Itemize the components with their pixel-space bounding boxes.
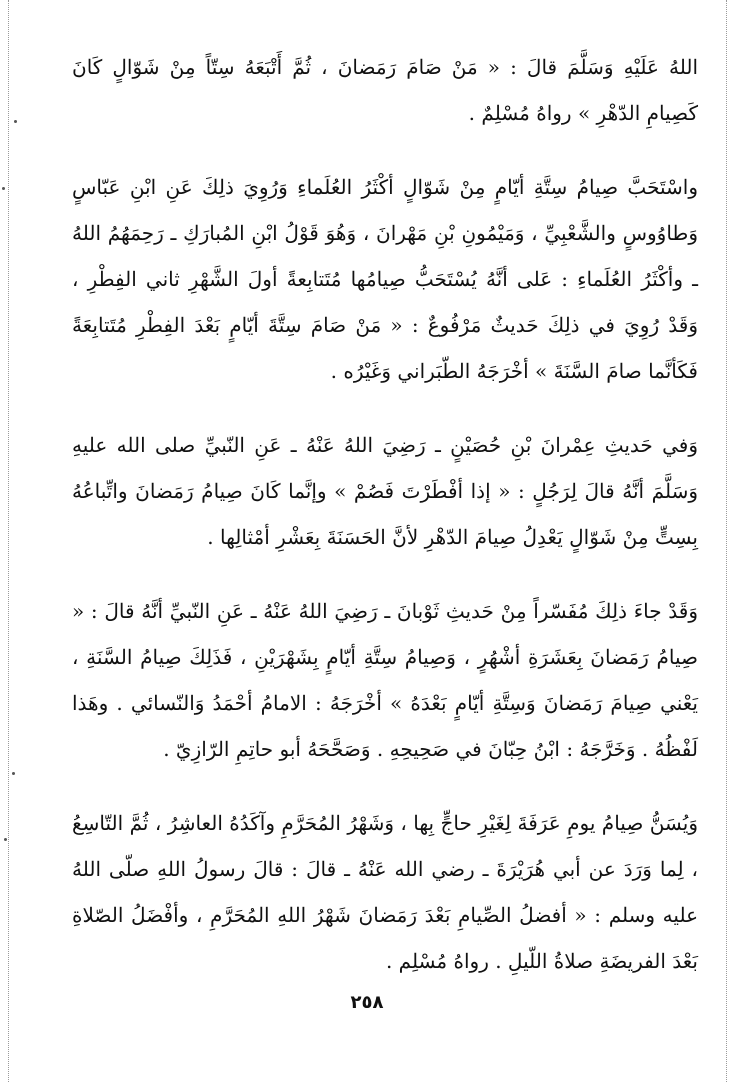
body-text <box>72 44 698 984</box>
scan-speck <box>4 838 7 841</box>
paragraph-1: اللهُ عَلَيْهِ وَسَلَّمَ قالَ : « مَنْ صَامَ رَمَضانَ ، ثُمَّ أَتْبَعَهُ سِتّاً مِنْ شَوّالٍ كَانَ كَصِيامِ الدّهْرِ » رواهُ مُسْلِمٌ . <box>72 55 698 125</box>
paragraph-2: واسْتَحَبَّ صِيامُ سِتَّةِ أيّامٍ مِنْ شَوّالٍ أكْثَرُ العُلَماءِ وَرُوِيَ ذلِكَ عَنِ ابْنِ عَبّاسٍ وَطاوُوسٍ والشَّعْبِيِّ ، وَمَيْمُونِ بْنِ مَهْرانَ ، وَهُوَ قَوْلُ ابْنِ المُبارَكِ ـ رَحِمَهُمُ اللهُ ـ وأكْثَرُ العُلَماءِ : عَلى أنَّهُ يُسْتَحَبُّ صِيامُها مُتَتابِعةً أولَ الشَّهْرِ ثاني الفِطْرِ ، وَقَدْ رُوِيَ في ذلِكَ حَديثٌ مَرْفُوعٌ : « مَنْ صَامَ سِتَّةَ أيّامٍ بَعْدَ الفِطْرِ مُتَتابِعَةً فَكَأنَّما صامَ السَّنَةَ » أخْرَجَهُ الطّبَراني وَغَيْرُه . <box>72 175 698 383</box>
paragraph-4: وَقَدْ جاءَ ذلِكَ مُفَسّراً مِنْ حَديثِ ثَوْبانَ ـ رَضِيَ اللهُ عَنْهُ ـ عَنِ النّبيِّ أنَّهُ قالَ : « صِيامُ رَمَضانَ بِعَشَرَةِ أشْهُرٍ ، وَصِيامُ سِتَّةِ أيّامٍ بِشَهْرَيْنِ ، فَذَلِكَ صِيامُ السَّنَةِ ، يَعْني صِيامَ رَمَضانَ وَسِتَّةِ أيّامٍ بَعْدَهُ » أخْرَجَهُ : الامامُ أحْمَدُ وَالنّسائي . وهَذا لَفْظُهُ . وَخَرَّجَهُ : ابْنُ حِبّانَ في صَحِيحِهِ . وَصَحَّحَهُ أبو حاتِمِ الرّازِيّ . <box>72 599 698 761</box>
page-number: ٢٥٨ <box>350 992 384 1013</box>
scan-speck <box>2 187 5 190</box>
scan-speck <box>12 772 15 775</box>
paragraph-5: وَيُسَنُّ صِيامُ يومِ عَرَفَةَ لِغَيْرِ حاجٍّ بِها ، وَشَهْرُ المُحَرَّمِ وآكَدُهُ العاشِرُ ، ثُمَّ التّاسِعُ ، لِما وَرَدَ عن أبي هُرَيْرَةَ ـ رضي الله عَنْهُ ـ قالَ : قالَ رسولُ اللهِ صلّى اللهُ عليه وسلم : « أفضلُ الصِّيامِ بَعْدَ رَمَضانَ شَهْرُ اللهِ المُحَرَّمِ ، وأفْضَلُ الصّلاةِ بَعْدَ الفريضَةِ صلاةُ اللّيلِ . رواهُ مُسْلِم . <box>72 811 698 973</box>
page-border-right <box>726 0 727 1082</box>
paragraph-3: وَفي حَديثِ عِمْرانَ بْنِ حُصَيْنٍ ـ رَضِيَ اللهُ عَنْهُ ـ عَنِ النّبيِّ صلى الله عليهِ وَسَلَّمَ أنَّهُ قالَ لِرَجُلٍ : « إذا أفْطَرْتَ فَصُمْ » وإنَّما كَانَ صِيامُ رَمَضانَ واتِّباعُهُ بِسِتٍّ مِنْ شَوّالٍ يَعْدِلُ صِيامَ الدّهْرِ لأنَّ الحَسَنَةَ بِعَشْرِ أمْثالِها . <box>72 433 698 549</box>
page-border-left <box>8 0 9 1082</box>
scan-speck <box>14 120 17 123</box>
